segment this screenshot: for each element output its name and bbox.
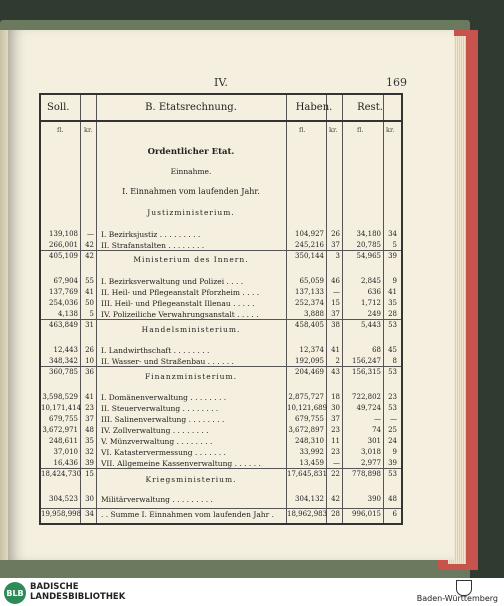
heading-ordentlicher: Ordentlicher Etat. [147,147,235,157]
cell-haben-kr: — [333,288,340,296]
cell-rest-kr: 34 [388,230,397,238]
cell-haben-kr: 28 [331,510,340,518]
cell-label: I. Bezirksjustiz . . . . . . . . . [101,230,201,239]
subtotal-rule [41,250,401,251]
cell-rest-kr: 53 [388,404,397,412]
library-line-2: LANDESBIBLIOTHEK [30,592,126,602]
cell-haben-kr: 11 [331,437,340,445]
cell-soll-fl: 10,171,414 [41,404,82,412]
cell-rest-fl: 5,443 [360,321,381,329]
cell-rest-fl: 74 [372,426,381,434]
cell-haben-kr: 38 [331,321,340,329]
cell-soll-fl: 463,849 [49,321,78,329]
cell-haben-fl: 2,875,727 [288,393,324,401]
cell-soll-kr: 30 [85,495,94,503]
unit-fl: fl. [357,126,364,134]
heading-innern: Ministerium des Innern. [133,255,249,264]
cell-soll-fl: 139,108 [49,230,78,238]
cell-rest-kr: 28 [388,310,397,318]
cell-haben-fl: 458,405 [295,321,324,329]
unit-kr: kr. [84,126,93,134]
cell-haben-fl: 137,133 [295,288,324,296]
cell-rest-fl: 20,785 [356,241,381,249]
cell-rest-fl: 390 [367,495,381,503]
cell-label: II. Steuerverwaltung . . . . . . . . [101,404,219,413]
cell-haben-fl: 10,121,689 [287,404,328,412]
cell-soll-fl: 12,443 [53,346,78,354]
cell-soll-fl: 360,785 [49,368,78,376]
cell-rest-kr: 6 [392,510,397,518]
heading-einnahme: Einnahme. [170,167,212,176]
heading-finanz: Finanzministerium. [144,372,238,381]
cell-haben-fl: 33,992 [299,448,324,456]
cell-rest-kr: 53 [388,321,397,329]
cell-soll-fl: 3,672,971 [42,426,78,434]
cell-rest-fl: 636 [367,288,381,296]
unit-kr: kr. [386,126,395,134]
cell-soll-kr: 41 [85,393,94,401]
cell-haben-fl: 350,144 [295,252,324,260]
cell-rest-fl: 301 [367,437,381,445]
subtotal-rule [41,319,401,320]
cell-haben-fl: 192,095 [295,357,324,365]
cell-label: Militärverwaltung . . . . . . . . . [101,495,213,504]
unit-fl: fl. [299,126,306,134]
cell-soll-fl: 16,436 [53,459,78,467]
cell-haben-kr: 43 [331,368,340,376]
cell-soll-fl: 248,611 [49,437,78,445]
cell-rest-fl: 3,018 [360,448,381,456]
cell-soll-kr: 32 [85,448,94,456]
cell-haben-kr: 18 [331,393,340,401]
cell-haben-fl: 3,672,897 [288,426,324,434]
col-haben: Haben. [295,102,333,113]
cell-haben-kr: 30 [331,404,340,412]
cell-haben-kr: 23 [331,448,340,456]
cell-haben-fl: 252,374 [295,299,324,307]
subtotal-rule [41,366,401,367]
subtotal-rule [41,508,401,509]
cell-haben-fl: 65,059 [299,277,324,285]
cell-rest-kr: 39 [388,252,397,260]
subtotal-rule [41,468,401,469]
account-table [39,93,403,525]
heading-einnahmen: I. Einnahmen vom laufenden Jahr. [122,187,260,196]
cell-soll-kr: 48 [85,426,94,434]
cell-soll-kr: 39 [85,459,94,467]
cell-rest-kr: 5 [392,241,397,249]
cell-rest-kr: 41 [388,288,397,296]
cell-rest-kr: 9 [392,277,397,285]
cell-label: V. Münzverwaltung . . . . . . . . [101,437,213,446]
page-number: 169 [386,76,407,89]
cell-rest-fl: 722,802 [352,393,381,401]
blb-logo-icon[interactable]: BLB [4,582,26,604]
cell-rest-fl: 996,015 [352,510,381,518]
cell-haben-kr: 22 [331,470,340,478]
cell-soll-kr: 41 [85,288,94,296]
cell-label: I. Landwirthschaft . . . . . . . . [101,346,210,355]
cell-haben-kr: 26 [331,230,340,238]
cell-soll-kr: 42 [85,241,94,249]
col-etat: B. Etatsrechnung. [145,102,237,113]
cell-soll-kr: 23 [85,404,94,412]
cell-label: . . Summe I. Einnahmen vom laufenden Jahr . [101,510,274,519]
cell-haben-fl: 17,645,831 [287,470,328,478]
cell-rest-fl: 2,845 [360,277,381,285]
library-line-1: BADISCHE [30,582,79,592]
cell-soll-kr: 55 [85,277,94,285]
cell-haben-fl: 679,755 [295,415,324,423]
cell-soll-fl: 3,598,529 [42,393,78,401]
cell-haben-kr: 37 [331,310,340,318]
cell-soll-fl: 304,523 [49,495,78,503]
cell-rest-fl: 249 [367,310,381,318]
cell-haben-fl: 248,310 [295,437,324,445]
cell-rest-fl: 156,315 [352,368,381,376]
cell-soll-kr: 5 [89,310,94,318]
col-rest: Rest. [357,102,383,113]
cell-haben-kr: 23 [331,426,340,434]
unit-fl: fl. [57,126,64,134]
cell-rest-fl: 2,977 [360,459,381,467]
cell-soll-fl: 266,001 [49,241,78,249]
cell-rest-kr: 35 [388,299,397,307]
cell-label: I. Bezirksverwaltung und Polizei . . . . [101,277,244,286]
cell-haben-kr: 46 [331,277,340,285]
cell-haben-kr: 41 [331,346,340,354]
cell-rest-fl: 1,712 [360,299,381,307]
cell-rest-kr: 9 [392,448,397,456]
cell-soll-kr: 36 [85,368,94,376]
cell-soll-kr: 42 [85,252,94,260]
cell-rest-kr: 53 [388,470,397,478]
cell-rest-kr: 45 [388,346,397,354]
cell-soll-fl: 679,755 [49,415,78,423]
cell-haben-kr: 42 [331,495,340,503]
region-label: Baden-Württemberg [416,594,498,603]
cell-soll-kr: 10 [85,357,94,365]
cell-haben-fl: 3,888 [303,310,324,318]
cell-haben-kr: 37 [331,415,340,423]
cell-label: VI. Katastervermessung . . . . . . . [101,448,226,457]
cell-rest-fl: 156,247 [352,357,381,365]
cell-label: I. Domänenverwaltung . . . . . . . . [101,393,227,402]
cell-haben-kr: 37 [331,241,340,249]
cell-soll-fl: 348,342 [49,357,78,365]
cell-haben-fl: 13,459 [299,459,324,467]
cell-soll-kr: 35 [85,437,94,445]
cell-soll-fl: 405,109 [49,252,78,260]
cell-label: IV. Zollverwaltung . . . . . . . . [101,426,209,435]
cell-haben-fl: 304,132 [295,495,324,503]
cell-rest-kr: 39 [388,459,397,467]
cell-haben-fl: 204,469 [295,368,324,376]
cell-haben-fl: 245,216 [295,241,324,249]
cell-soll-fl: 254,036 [49,299,78,307]
cell-rest-kr: 24 [388,437,397,445]
cell-label: III. Salinenverwaltung . . . . . . . . [101,415,225,424]
cell-label: IV. Polizeiliche Verwahrungsanstalt . . . . . [101,310,259,319]
cell-haben-fl: 104,927 [295,230,324,238]
cell-soll-kr: 37 [85,415,94,423]
cell-haben-kr: 2 [335,357,340,365]
section-number: IV. [214,76,228,89]
cell-soll-kr: 50 [85,299,94,307]
cell-haben-kr: 15 [331,299,340,307]
cell-soll-kr: — [87,230,94,238]
cell-rest-kr: 23 [388,393,397,401]
cell-haben-fl: 12,374 [299,346,324,354]
cell-label: II. Wasser- und Straßenbau . . . . . . [101,357,234,366]
unit-kr: kr. [329,126,338,134]
cell-rest-fl: 54,965 [356,252,381,260]
cell-label: VII. Allgemeine Kassenverwaltung . . . . . . [101,459,261,468]
cell-label: II. Strafanstalten . . . . . . . . [101,241,205,250]
cell-soll-kr: 15 [85,470,94,478]
cell-rest-fl: 778,898 [352,470,381,478]
cell-label: II. Heil- und Pflegeanstalt Pforzheim . . . . [101,288,260,297]
cell-rest-fl: 49,724 [356,404,381,412]
cell-rest-kr: 48 [388,495,397,503]
cell-rest-kr: 8 [392,357,397,365]
cell-label: III. Heil- und Pflegeanstalt Illenau . . . . . [101,299,255,308]
cell-soll-fl: 137,769 [49,288,78,296]
footer-bar [0,578,504,606]
cell-rest-fl: 34,180 [356,230,381,238]
cell-rest-kr: 25 [388,426,397,434]
cell-soll-fl: 37,010 [53,448,78,456]
cell-haben-kr: 3 [335,252,340,260]
cell-haben-kr: — [333,459,340,467]
cell-haben-fl: 18,962,983 [287,510,328,518]
cell-rest-fl: — [374,415,381,423]
cell-soll-fl: 18,424,730 [41,470,82,478]
library-name [30,582,125,602]
cell-soll-fl: 19,958,998 [41,510,82,518]
cell-rest-kr: — [390,415,397,423]
cell-soll-kr: 34 [85,510,94,518]
cell-soll-kr: 26 [85,346,94,354]
heading-justiz: Justizministerium. [147,208,235,217]
heading-krieg: Kriegsministerium. [145,475,237,484]
col-soll: Soll. [47,102,70,113]
heading-handel: Handelsministerium. [141,325,241,334]
cell-rest-kr: 53 [388,368,397,376]
cell-soll-kr: 31 [85,321,94,329]
cell-rest-fl: 68 [372,346,381,354]
cell-soll-fl: 4,138 [57,310,78,318]
cell-soll-fl: 67,904 [53,277,78,285]
